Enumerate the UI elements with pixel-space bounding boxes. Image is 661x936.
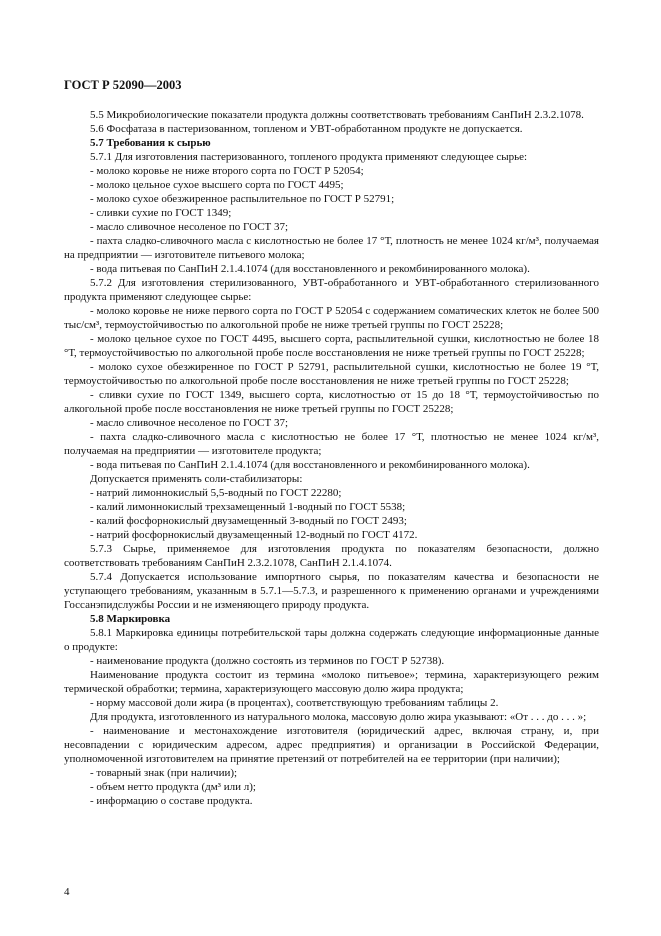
paragraph: 5.8.1 Маркировка единицы потребительской тары должна содержать следующие информационные данные о продукте:: [64, 627, 599, 653]
paragraph: 5.7.3 Сырье, применяемое для изготовления продукта по показателям безопасности, должно соответствовать требованиям СанПиН 2.3.2.1078, СанПиН 2.1.4.1074.: [64, 543, 599, 569]
list-item: - калий фосфорнокислый двузамещенный 3-водный по ГОСТ 2493;: [90, 515, 407, 527]
section-heading: 5.8 Маркировка: [90, 613, 171, 625]
list-item: - молоко коровье не ниже второго сорта по ГОСТ Р 52054;: [90, 165, 364, 177]
paragraph: 5.6 Фосфатаза в пастеризованном, топленом и УВТ-обработанном продукте не допускается.: [90, 123, 523, 135]
list-item: - вода питьевая по СанПиН 2.1.4.1074 (для восстановленного и рекомбинированного молока).: [90, 459, 530, 471]
list-item: - наименование продукта (должно состоять из терминов по ГОСТ Р 52738).: [90, 655, 445, 667]
list-item: - молоко коровье не ниже первого сорта по ГОСТ Р 52054 с содержанием соматических клеток не более 500 тыс/см³, термоустойчивостью по алкогольной пробе не ниже третьей группы по ГОСТ 25228;: [64, 305, 599, 331]
list-item: - наименование и местонахождение изготовителя (юридический адрес, включая страну, и, при несовпадении с юридическим адресом, адрес предприятия) и организации в Российской Федерации, уполномоченной изготовителем на принятие претензий от потребителей на ее территории (при наличии);: [64, 725, 599, 765]
list-item: - информацию о составе продукта.: [90, 795, 253, 807]
list-item: - вода питьевая по СанПиН 2.1.4.1074 (для восстановленного и рекомбинированного молока).: [90, 263, 530, 275]
list-item: - масло сливочное несоленое по ГОСТ 37;: [90, 221, 289, 233]
page-number: 4: [64, 886, 70, 898]
paragraph: Допускается применять соли-стабилизаторы:: [90, 473, 303, 485]
list-item: - сливки сухие по ГОСТ 1349;: [90, 207, 232, 219]
list-item: - масло сливочное несоленое по ГОСТ 37;: [90, 417, 289, 429]
paragraph: 5.7.2 Для изготовления стерилизованного, УВТ-обработанного и УВТ-обработанного стерилизованного продукта применяют следующее сырье:: [64, 277, 599, 303]
list-item: - натрий фосфорнокислый двузамещенный 12-водный по ГОСТ 4172.: [90, 529, 418, 541]
paragraph: Наименование продукта состоит из термина «молоко питьевое»; термина, характеризующего режим термической обработки; термина, характеризующего массовую долю жира продукта;: [64, 669, 599, 695]
list-item: - молоко цельное сухое высшего сорта по ГОСТ 4495;: [90, 179, 344, 191]
paragraph: 5.7.4 Допускается использование импортного сырья, по показателям качества и безопасности не уступающего требованиям, указанным в 5.7.1—5.7.3, и разрешенного к применению органами и учреждениями Госсанэпидслужбы России и не изменяющего природу продукта.: [64, 571, 599, 611]
paragraph: 5.7.1 Для изготовления пастеризованного, топленого продукта применяют следующее сырье:: [90, 151, 528, 163]
list-item: - объем нетто продукта (дм³ или л);: [90, 781, 256, 793]
list-item: - товарный знак (при наличии);: [90, 767, 238, 779]
list-item: - сливки сухие по ГОСТ 1349, высшего сорта, кислотностью от 15 до 18 °Т, термоустойчивостью по алкогольной пробе после восстановления не ниже третьей группы по ГОСТ 25228;: [64, 389, 599, 415]
list-item: - натрий лимоннокислый 5,5-водный по ГОСТ 22280;: [90, 487, 342, 499]
section-heading: 5.7 Требования к сырью: [90, 137, 211, 149]
paragraph: Для продукта, изготовленного из натурального молока, массовую долю жира указывают: «От . . . до . . . »;: [90, 711, 587, 723]
list-item: - молоко сухое обезжиренное распылительное по ГОСТ Р 52791;: [90, 193, 395, 205]
list-item: - пахта сладко-сливочного масла с кислотностью не более 17 °Т, плотностью не менее 1024 кг/м³, получаемая на предприятии — изготовителе продукта;: [64, 431, 599, 457]
list-item: - пахта сладко-сливочного масла с кислотностью не более 17 °Т, плотность не менее 1024 кг/м³, получаемая на предприятии — изготовителе питьевого молока;: [64, 235, 599, 261]
list-item: - норму массовой доли жира (в процентах), соответствующую требованиям таблицы 2.: [90, 697, 499, 709]
list-item: - молоко цельное сухое по ГОСТ 4495, высшего сорта, распылительной сушки, кислотностью не более 18 °Т, термоустойчивостью по алкогольной пробе после восстановления не ниже третьей группы по ГОСТ 25228;: [64, 333, 599, 359]
paragraph: 5.5 Микробиологические показатели продукта должны соответствовать требованиям СанПиН 2.3.2.1078.: [90, 109, 584, 121]
document-body: [64, 108, 599, 808]
document-header: ГОСТ Р 52090—2003: [64, 78, 182, 92]
list-item: - молоко сухое обезжиренное по ГОСТ Р 52791, распылительной сушки, кислотностью не более 19 °Т, термоустойчивостью по алкогольной пробе после восстановления не ниже третьей группы по ГОСТ 25228;: [64, 361, 599, 387]
list-item: - калий лимоннокислый трехзамещенный 1-водный по ГОСТ 5538;: [90, 501, 406, 513]
